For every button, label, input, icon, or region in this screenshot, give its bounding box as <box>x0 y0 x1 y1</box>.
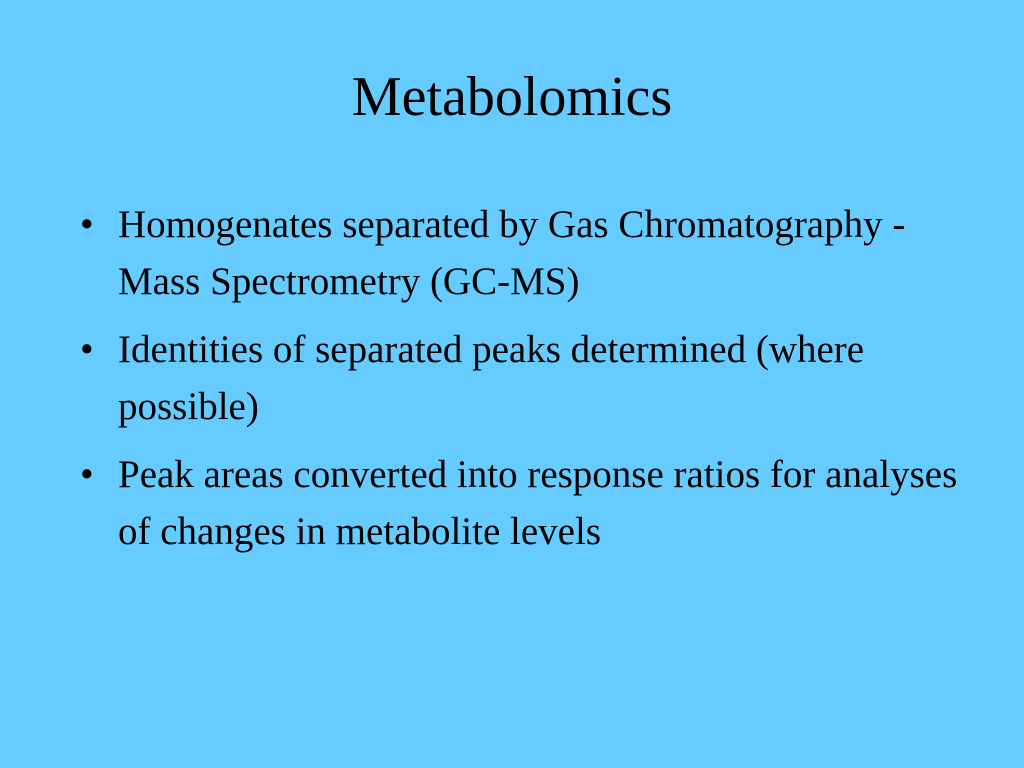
bullet-dot-icon: • <box>80 453 94 496</box>
bullet-dot-icon: • <box>80 203 94 246</box>
bullet-item <box>80 321 960 435</box>
bullet-text: Homogenates separated by Gas Chromatography - Mass Spectrometry (GC-MS) <box>118 203 906 303</box>
bullet-text: Identities of separated peaks determined (where possible) <box>118 328 865 428</box>
bullet-list <box>80 196 960 571</box>
bullet-item <box>80 446 960 560</box>
bullet-dot-icon: • <box>80 328 94 371</box>
bullet-item <box>80 196 960 310</box>
slide-title: Metabolomics <box>351 66 673 128</box>
bullet-text: Peak areas converted into response ratios for analyses of changes in metabolite levels <box>118 453 958 553</box>
